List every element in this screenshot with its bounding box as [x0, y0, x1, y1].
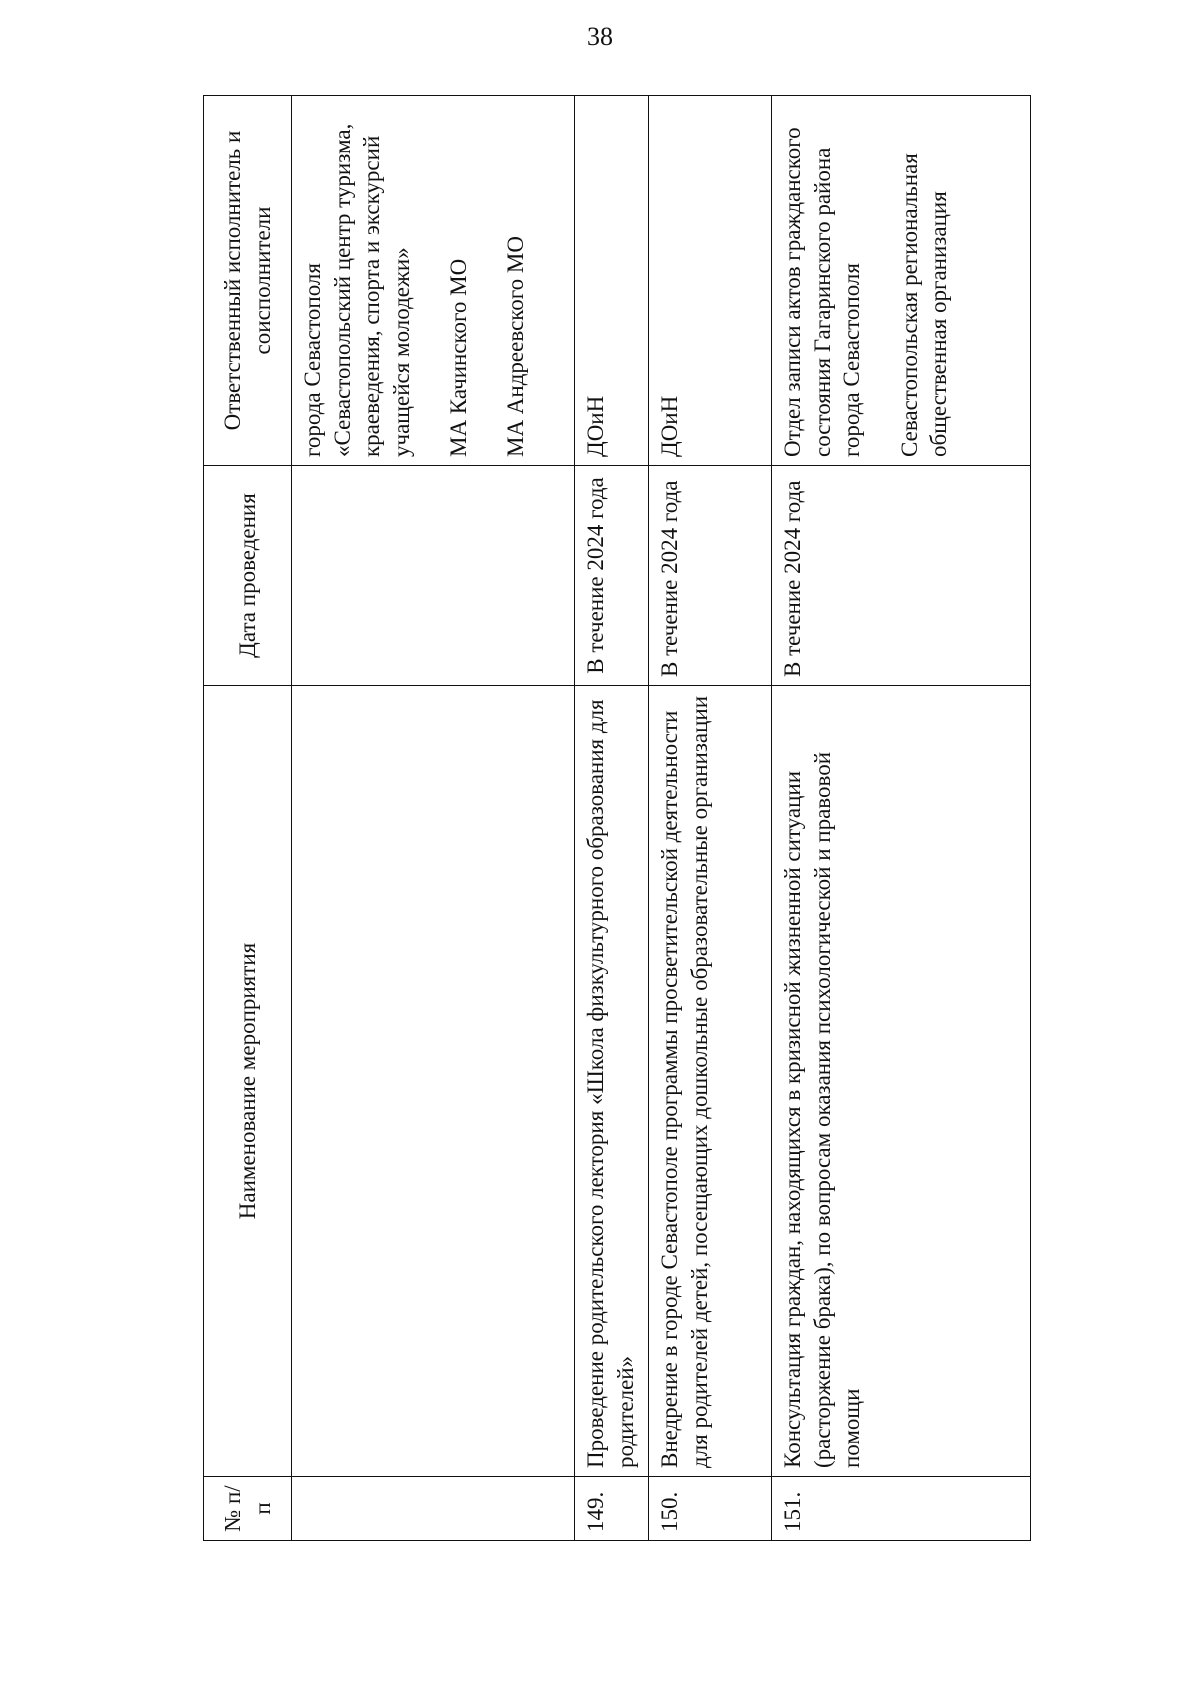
cell-date: В течение 2024 года	[772, 466, 1031, 686]
cell-num	[292, 1477, 575, 1541]
header-name: Наименование мероприятия	[204, 686, 292, 1477]
responsible-entry: Севастопольская региональная общественная организация	[896, 153, 952, 457]
cell-num: 149.	[575, 1477, 649, 1541]
cell-num: 150.	[649, 1477, 772, 1541]
header-responsible: Ответственный исполнитель и соисполнители	[204, 96, 292, 466]
table-header-row	[204, 96, 292, 1541]
responsible-entry: ДОиН	[583, 395, 609, 457]
cell-responsible	[292, 96, 575, 466]
responsible-entry: Отдел записи актов гражданского состояния Гагаринского района города Севастополя	[780, 127, 865, 457]
table-row-continuation	[292, 96, 575, 1541]
responsible-entry: ДОиН	[657, 395, 683, 457]
cell-date	[292, 466, 575, 686]
table-row	[575, 96, 649, 1541]
cell-date: В течение 2024 года	[575, 466, 649, 686]
table-row	[772, 96, 1031, 1541]
events-table	[203, 95, 1031, 1541]
cell-responsible	[649, 96, 772, 466]
cell-name	[292, 686, 575, 1477]
responsible-entry: МА Андреевского МО	[503, 236, 529, 457]
cell-responsible	[772, 96, 1031, 466]
rotated-table-container	[203, 96, 1031, 1541]
table-row	[649, 96, 772, 1541]
responsible-entry: города Севастополя «Севастопольский центр туризма, краеведения, спорта и экскурсий учащейся молодежи»	[300, 123, 414, 457]
header-date: Дата проведения	[204, 466, 292, 686]
responsible-entry: МА Качинского МО	[445, 258, 471, 457]
cell-name: Внедрение в городе Севастополе программы просветительской деятельности для родителей детей, посещающих дошкольные образовательные организации	[649, 686, 772, 1477]
page-number: 38	[587, 22, 613, 51]
cell-responsible	[575, 96, 649, 466]
cell-name: Проведение родительского лектория «Школа физкультурного образования для родителей»	[575, 686, 649, 1477]
header-num: № п/п	[204, 1477, 292, 1541]
cell-name: Консультация граждан, находящихся в кризисной жизненной ситуации (расторжение брака), по вопросам оказания психологической и правовой помощи	[772, 686, 1031, 1477]
cell-num: 151.	[772, 1477, 1031, 1541]
cell-date: В течение 2024 года	[649, 466, 772, 686]
